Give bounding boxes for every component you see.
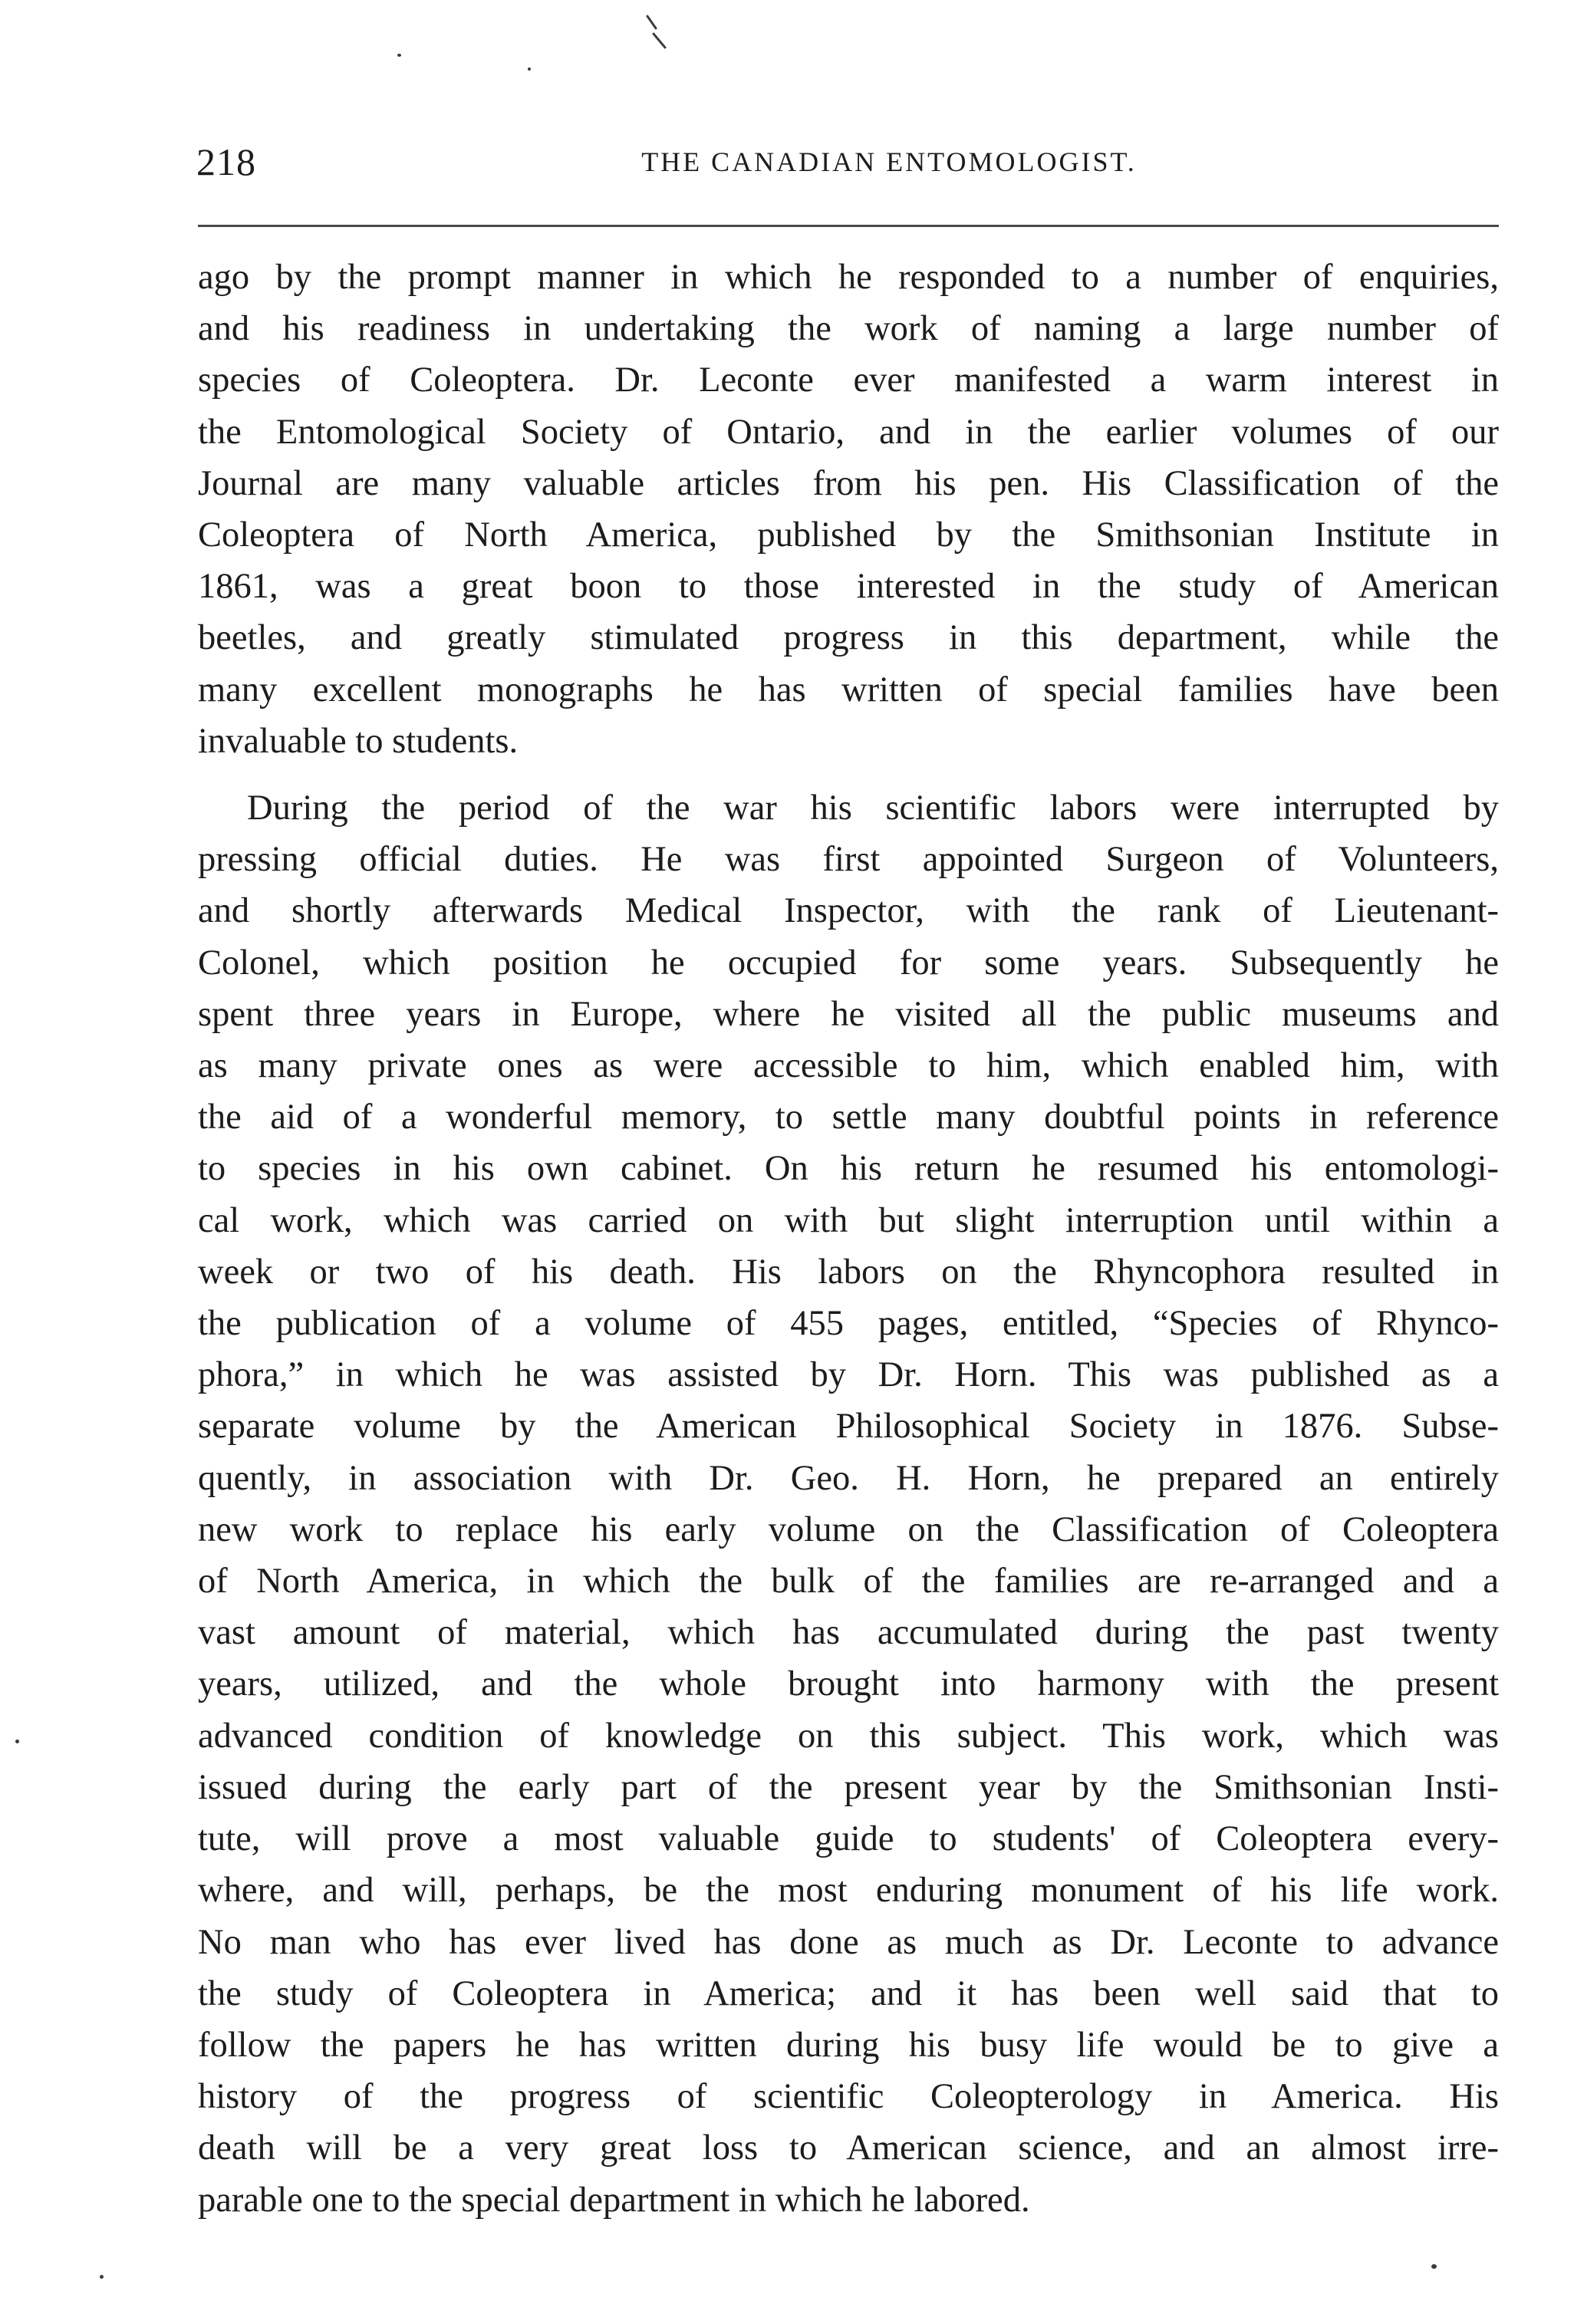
- page-number: 218: [196, 140, 256, 183]
- text-line: quently, in association with Dr. Geo. H. Horn, he prepared an entirely: [198, 1458, 1499, 1498]
- text-line: tute, will prove a most valuable guide to students' of Coleoptera every-: [198, 1819, 1499, 1859]
- scan-speck: [100, 2275, 104, 2279]
- header-rule: [198, 225, 1499, 227]
- text-line: Coleoptera of North America, published by the Smithsonian Institute in: [198, 515, 1499, 555]
- paragraph-2: [198, 782, 1499, 2226]
- text-line: week or two of his death. His labors on the Rhyncophora resulted in: [198, 1252, 1499, 1292]
- text-line: the publication of a volume of 455 pages, entitled, “Species of Rhynco-: [198, 1304, 1499, 1344]
- scan-speck: [528, 67, 531, 71]
- scan-speck: [646, 15, 657, 30]
- paragraph-1: [198, 252, 1499, 767]
- text-line: history of the progress of scientific Coleopterology in America. His: [198, 2077, 1499, 2117]
- text-line: vast amount of material, which has accumulated during the past twenty: [198, 1613, 1499, 1653]
- text-line: separate volume by the American Philosophical Society in 1876. Subse-: [198, 1407, 1499, 1447]
- text-line: beetles, and greatly stimulated progress in this department, while the: [198, 618, 1499, 658]
- text-line: to species in his own cabinet. On his return he resumed his entomologi-: [198, 1149, 1499, 1189]
- text-line: death will be a very great loss to American science, and an almost irre-: [198, 2128, 1499, 2168]
- text-line: follow the papers he has written during his busy life would be to give a: [198, 2025, 1499, 2065]
- text-line: spent three years in Europe, where he visited all the public museums and: [198, 994, 1499, 1034]
- text-line: No man who has ever lived has done as much as Dr. Leconte to advance: [198, 1922, 1499, 1962]
- page-header: [196, 135, 1497, 189]
- text-line: as many private ones as were accessible to him, which enabled him, with: [198, 1046, 1499, 1086]
- text-line: ago by the prompt manner in which he responded to a number of enquiries,: [198, 258, 1499, 297]
- article-body: [198, 252, 1499, 2226]
- text-line: Colonel, which position he occupied for some years. Subsequently he: [198, 943, 1499, 983]
- text-line: issued during the early part of the present year by the Smithsonian Insti-: [198, 1767, 1499, 1807]
- text-line: and his readiness in undertaking the work of naming a large number of: [198, 309, 1499, 349]
- text-line: pressing official duties. He was first appointed Surgeon of Volunteers,: [198, 840, 1499, 880]
- scan-speck: [15, 1740, 19, 1743]
- text-line: parable one to the special department in which he labored.: [198, 2180, 1030, 2220]
- text-line: the Entomological Society of Ontario, and in the earlier volumes of our: [198, 412, 1499, 452]
- text-line: the study of Coleoptera in America; and it has been well said that to: [198, 1973, 1499, 2013]
- text-line: years, utilized, and the whole brought into harmony with the present: [198, 1664, 1499, 1704]
- scan-speck: [397, 54, 401, 57]
- text-line: During the period of the war his scientific labors were interrupted by: [247, 788, 1499, 828]
- text-line: Journal are many valuable articles from his pen. His Classification of the: [198, 463, 1499, 503]
- text-line: many excellent monographs he has written of special families have been: [198, 670, 1499, 709]
- text-line: of North America, in which the bulk of the families are re-arranged and a: [198, 1562, 1499, 1601]
- text-line: 1861, was a great boon to those interested in the study of American: [198, 567, 1499, 607]
- scan-speck: [652, 32, 667, 49]
- scan-speck: [1431, 2264, 1437, 2269]
- text-line: phora,” in which he was assisted by Dr. Horn. This was published as a: [198, 1355, 1499, 1395]
- text-line: invaluable to students.: [198, 721, 519, 761]
- text-line: the aid of a wonderful memory, to settle many doubtful points in reference: [198, 1098, 1499, 1137]
- text-line: where, and will, perhaps, be the most enduring monument of his life work.: [198, 1871, 1499, 1911]
- text-line: advanced condition of knowledge on this subject. This work, which was: [198, 1716, 1499, 1756]
- running-head: THE CANADIAN ENTOMOLOGIST.: [641, 146, 1137, 177]
- text-line: and shortly afterwards Medical Inspector, with the rank of Lieutenant-: [198, 891, 1499, 931]
- text-line: cal work, which was carried on with but slight interruption until within a: [198, 1200, 1499, 1240]
- text-line: species of Coleoptera. Dr. Leconte ever manifested a warm interest in: [198, 360, 1499, 400]
- text-line: new work to replace his early volume on the Classification of Coleoptera: [198, 1509, 1499, 1549]
